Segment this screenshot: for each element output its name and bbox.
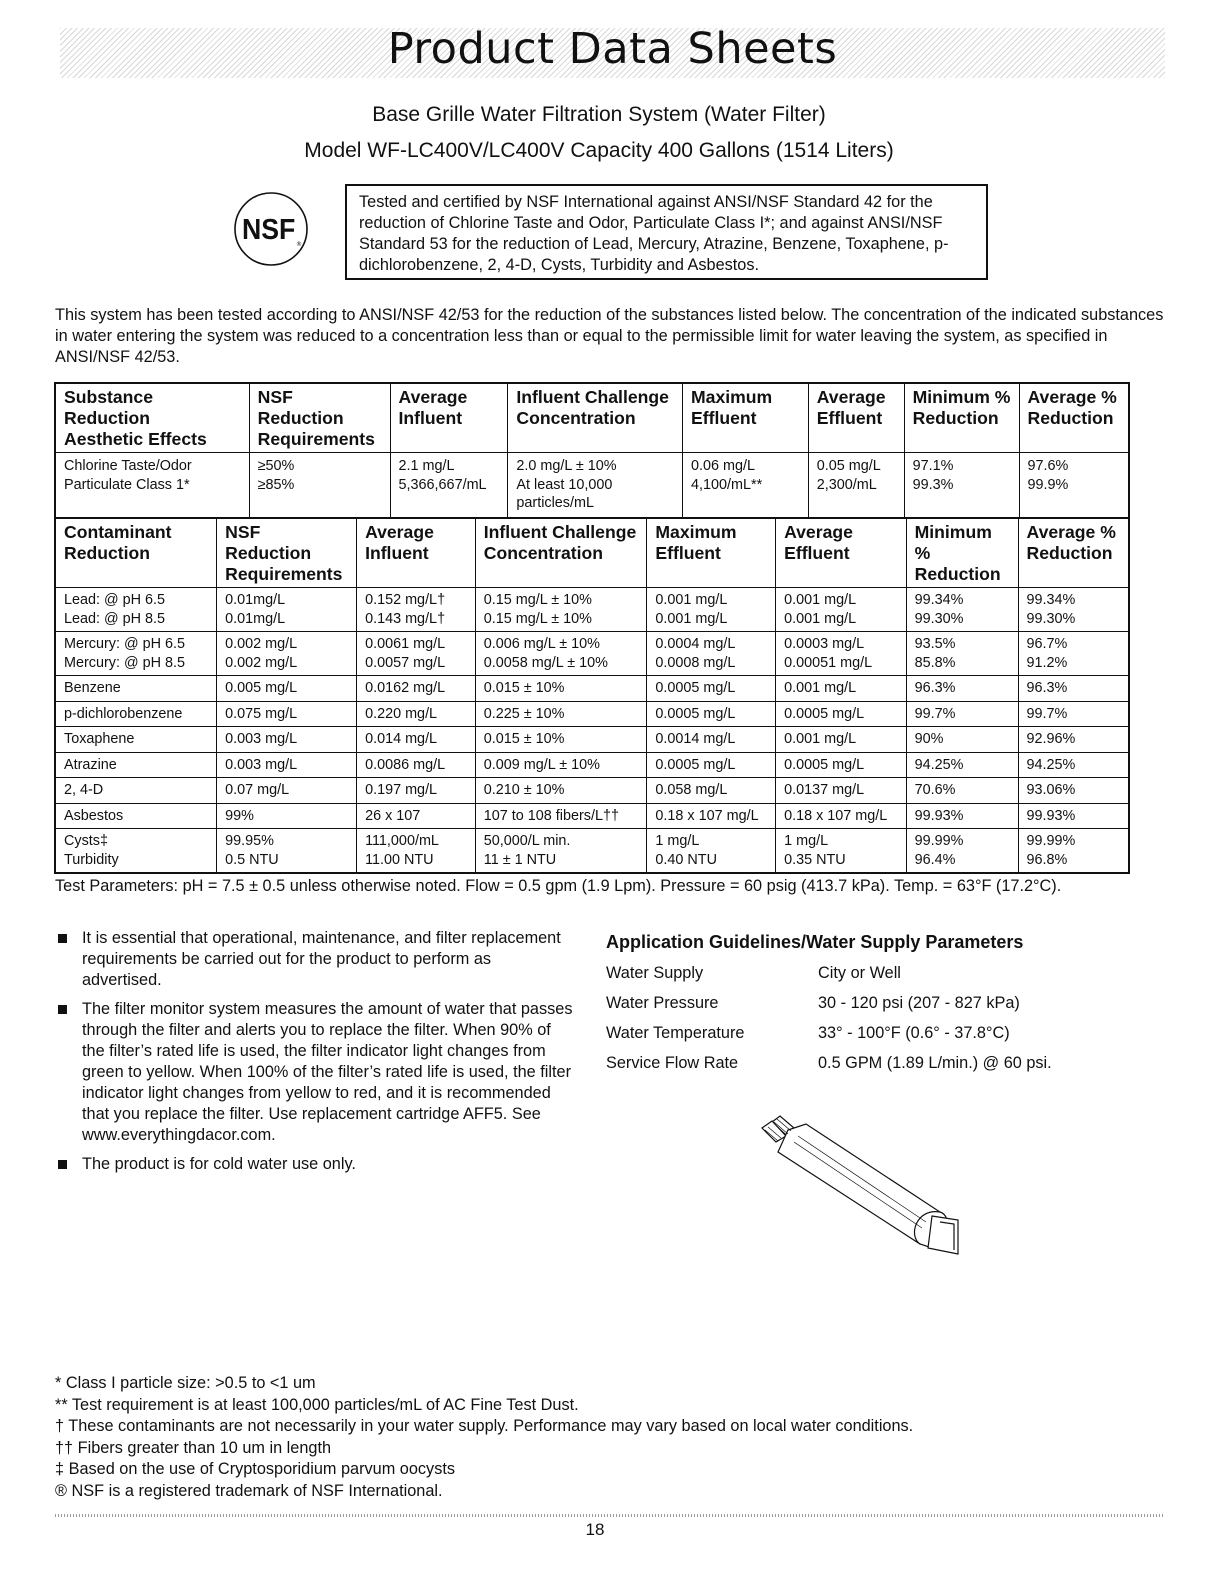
table-cell: 0.210 ± 10% <box>475 778 647 804</box>
aesthetic-effects-table <box>54 382 1130 519</box>
table-cell: 94.25% <box>1018 752 1129 778</box>
column-header: Average Influent <box>357 518 476 588</box>
table-cell: 0.015 ± 10% <box>475 727 647 753</box>
table-row <box>55 778 1129 804</box>
table-cell: 0.0086 mg/L <box>357 752 476 778</box>
table-cell: 0.0162 mg/L <box>357 676 476 702</box>
column-header: Contaminant Reduction <box>55 518 217 588</box>
column-header: Average Effluent <box>776 518 907 588</box>
list-item: The filter monitor system measures the amount of water that passes through the filter and alerts you to replace the filter. When 90% of the filter’s rated life is used, the filter indicator light changes from green to yellow. When 100% of the filter’s rated life is used, the filter indicator light changes from yellow to red, and it is recommended that you replace the filter. Use replacement cartridge AFF5. See www.everythingdacor.com. <box>55 999 575 1146</box>
table-cell: 0.06 mg/L 4,100/mL** <box>683 453 809 519</box>
footnotes <box>55 1373 913 1502</box>
list-item: Water Temperature 33° - 100°F (0.6° - 37.8°C) <box>606 1024 1010 1042</box>
list-item: Service Flow Rate 0.5 GPM (1.89 L/min.) @ 60 psi. <box>606 1054 1052 1072</box>
table-cell: 107 to 108 fibers/L†† <box>475 803 647 829</box>
column-header: Minimum % Reduction <box>904 383 1019 453</box>
column-header: NSF Reduction Requirements <box>217 518 357 588</box>
table-cell: 94.25% <box>906 752 1018 778</box>
footer-divider <box>55 1514 1165 1517</box>
application-guidelines-heading: Application Guidelines/Water Supply Parameters <box>606 932 1024 952</box>
table-cell: 0.18 x 107 mg/L <box>647 803 776 829</box>
table-cell: 2.1 mg/L 5,366,667/mL <box>390 453 508 519</box>
water-filter-cartridge-icon <box>748 1108 973 1258</box>
column-header: Maximum Effluent <box>647 518 776 588</box>
footnote: † These contaminants are not necessarily in your water supply. Performance may vary based on local water conditions. <box>55 1417 914 1435</box>
table-cell: 0.002 mg/L 0.002 mg/L <box>217 632 357 676</box>
footnote: ** Test requirement is at least 100,000 particles/mL of AC Fine Test Dust. <box>55 1395 579 1414</box>
table-cell: p-dichlorobenzene <box>55 701 217 727</box>
square-bullet-icon <box>58 934 67 943</box>
table-row <box>55 453 1129 519</box>
table-cell: 0.006 mg/L ± 10% 0.0058 mg/L ± 10% <box>475 632 647 676</box>
table-cell: 26 x 107 <box>357 803 476 829</box>
table-cell: 70.6% <box>906 778 1018 804</box>
column-header: Influent Challenge Concentration <box>475 518 647 588</box>
table-cell: 99.99% 96.4% <box>906 829 1018 874</box>
model-capacity-line: Model WF-LC400V/LC400V Capacity 400 Gallons (1514 Liters) <box>304 139 894 162</box>
table-row <box>55 829 1129 874</box>
table-cell: 0.18 x 107 mg/L <box>776 803 907 829</box>
table-cell: 0.0003 mg/L 0.00051 mg/L <box>776 632 907 676</box>
table-cell: 0.003 mg/L <box>217 727 357 753</box>
table-cell: 0.0014 mg/L <box>647 727 776 753</box>
table-cell: 1 mg/L 0.40 NTU <box>647 829 776 874</box>
application-guidelines-list <box>606 964 1106 1084</box>
table-row <box>55 632 1129 676</box>
table-cell: 0.05 mg/L 2,300/mL <box>808 453 904 519</box>
column-header: Minimum % Reduction <box>906 518 1018 588</box>
table-cell: 99.7% <box>906 701 1018 727</box>
table-cell: 99.34% 99.30% <box>906 588 1018 632</box>
list-item: It is essential that operational, maintenance, and filter replacement requirements be carried out for the product to perform as advertised. <box>55 928 575 991</box>
column-header: NSF Reduction Requirements <box>249 383 390 453</box>
table-cell: 92.96% <box>1018 727 1129 753</box>
table-cell: 0.197 mg/L <box>357 778 476 804</box>
table-cell: 99.93% <box>1018 803 1129 829</box>
footnote: * Class I particle size: >0.5 to <1 um <box>55 1374 316 1392</box>
table-cell: 0.015 ± 10% <box>475 676 647 702</box>
table-cell: 2, 4-D <box>55 778 217 804</box>
notes-list <box>55 928 575 1183</box>
table-cell: Lead: @ pH 6.5 Lead: @ pH 8.5 <box>55 588 217 632</box>
table-cell: 93.5% 85.8% <box>906 632 1018 676</box>
square-bullet-icon <box>58 1160 67 1169</box>
nsf-logo-icon <box>230 190 312 268</box>
table-row <box>55 803 1129 829</box>
table-cell: Atrazine <box>55 752 217 778</box>
list-item: Water Pressure 30 - 120 psi (207 - 827 kPa) <box>606 994 1020 1012</box>
table-cell: 0.001 mg/L <box>776 727 907 753</box>
list-item: Water Supply City or Well <box>606 964 901 982</box>
table-cell: 0.009 mg/L ± 10% <box>475 752 647 778</box>
table-cell: 0.225 ± 10% <box>475 701 647 727</box>
table-cell: 0.0005 mg/L <box>647 701 776 727</box>
table-cell: 0.058 mg/L <box>647 778 776 804</box>
intro-paragraph: This system has been tested according to ANSI/NSF 42/53 for the reduction of the substances listed below. The concentration of the indicated substances in water entering the system was reduced to a concentration less than or equal to the permissible limit for water leaving the system, as specified in ANSI/NSF 42/53. <box>55 306 1164 366</box>
table-cell: 0.001 mg/L 0.001 mg/L <box>776 588 907 632</box>
page-number: 18 <box>585 1520 605 1539</box>
column-header: Average % Reduction <box>1019 383 1129 453</box>
square-bullet-icon <box>58 1005 67 1014</box>
table-cell: 99.99% 96.8% <box>1018 829 1129 874</box>
page-title: Product Data Sheets <box>387 24 838 74</box>
table-cell: 93.06% <box>1018 778 1129 804</box>
table-cell: 0.0004 mg/L 0.0008 mg/L <box>647 632 776 676</box>
table-cell: 0.0005 mg/L <box>647 676 776 702</box>
table-cell: 0.014 mg/L <box>357 727 476 753</box>
table-cell: 99.7% <box>1018 701 1129 727</box>
table-cell: Asbestos <box>55 803 217 829</box>
table-cell: 99.93% <box>906 803 1018 829</box>
table-row <box>55 588 1129 632</box>
contaminant-reduction-table <box>54 517 1130 874</box>
table-cell: 2.0 mg/L ± 10% At least 10,000 particles/mL <box>508 453 683 519</box>
table-cell: 0.005 mg/L <box>217 676 357 702</box>
table-cell: 99.95% 0.5 NTU <box>217 829 357 874</box>
table-cell: Benzene <box>55 676 217 702</box>
table-cell: 0.01mg/L 0.01mg/L <box>217 588 357 632</box>
table-cell: 0.001 mg/L <box>776 676 907 702</box>
table-cell: Mercury: @ pH 6.5 Mercury: @ pH 8.5 <box>55 632 217 676</box>
table-cell: 96.7% 91.2% <box>1018 632 1129 676</box>
table-cell: 0.15 mg/L ± 10% 0.15 mg/L ± 10% <box>475 588 647 632</box>
table-cell: Cysts‡ Turbidity <box>55 829 217 874</box>
column-header: Maximum Effluent <box>683 383 809 453</box>
table-cell: 0.001 mg/L 0.001 mg/L <box>647 588 776 632</box>
product-subtitle: Base Grille Water Filtration System (Water Filter) <box>372 103 826 126</box>
table-row <box>55 701 1129 727</box>
table-cell: 90% <box>906 727 1018 753</box>
table-cell: Chlorine Taste/Odor Particulate Class 1* <box>55 453 249 519</box>
table-row <box>55 676 1129 702</box>
column-header: Substance Reduction Aesthetic Effects <box>55 383 249 453</box>
nsf-logo-text: NSF <box>241 212 296 246</box>
table-cell: 0.0005 mg/L <box>776 701 907 727</box>
svg-text:®: ® <box>296 241 302 248</box>
table-cell: 99.34% 99.30% <box>1018 588 1129 632</box>
table-cell: 0.0137 mg/L <box>776 778 907 804</box>
table-cell: 96.3% <box>1018 676 1129 702</box>
test-parameters: Test Parameters: pH = 7.5 ± 0.5 unless otherwise noted. Flow = 0.5 gpm (1.9 Lpm). Pressure = 60 psig (413.7 kPa). Temp. = 63°F (17.2°C). <box>55 877 1062 895</box>
column-header: Average % Reduction <box>1018 518 1129 588</box>
footnote: ‡ Based on the use of Cryptosporidium parvum oocysts <box>55 1460 455 1478</box>
table-cell: 0.220 mg/L <box>357 701 476 727</box>
table-row <box>55 752 1129 778</box>
footnote: ® NSF is a registered trademark of NSF International. <box>55 1481 443 1500</box>
footnote: †† Fibers greater than 10 um in length <box>55 1438 332 1457</box>
table-cell: Toxaphene <box>55 727 217 753</box>
table-cell: 0.003 mg/L <box>217 752 357 778</box>
column-header: Average Influent <box>390 383 508 453</box>
table-cell: 97.1% 99.3% <box>904 453 1019 519</box>
table-row <box>55 727 1129 753</box>
table-cell: 1 mg/L 0.35 NTU <box>776 829 907 874</box>
table-cell: 0.0005 mg/L <box>647 752 776 778</box>
table-cell: 99% <box>217 803 357 829</box>
table-cell: 0.07 mg/L <box>217 778 357 804</box>
table-cell: 0.152 mg/L† 0.143 mg/L† <box>357 588 476 632</box>
table-cell: 0.075 mg/L <box>217 701 357 727</box>
column-header: Average Effluent <box>808 383 904 453</box>
table-cell: 111,000/mL 11.00 NTU <box>357 829 476 874</box>
column-header: Influent Challenge Concentration <box>508 383 683 453</box>
table-cell: 0.0005 mg/L <box>776 752 907 778</box>
table-cell: 0.0061 mg/L 0.0057 mg/L <box>357 632 476 676</box>
certification-box: Tested and certified by NSF International against ANSI/NSF Standard 42 for the reduction of Chlorine Taste and Odor, Particulate Class I*; and against ANSI/NSF Standard 53 for the reduction of Lead, Mercury, Atrazine, Benzene, Toxaphene, p-dichlorobenzene, 2, 4-D, Cysts, Turbidity and Asbestos. <box>345 184 988 280</box>
table-cell: 96.3% <box>906 676 1018 702</box>
list-item: The product is for cold water use only. <box>55 1154 575 1175</box>
table-cell: 97.6% 99.9% <box>1019 453 1129 519</box>
table-cell: ≥50% ≥85% <box>249 453 390 519</box>
table-cell: 50,000/L min. 11 ± 1 NTU <box>475 829 647 874</box>
